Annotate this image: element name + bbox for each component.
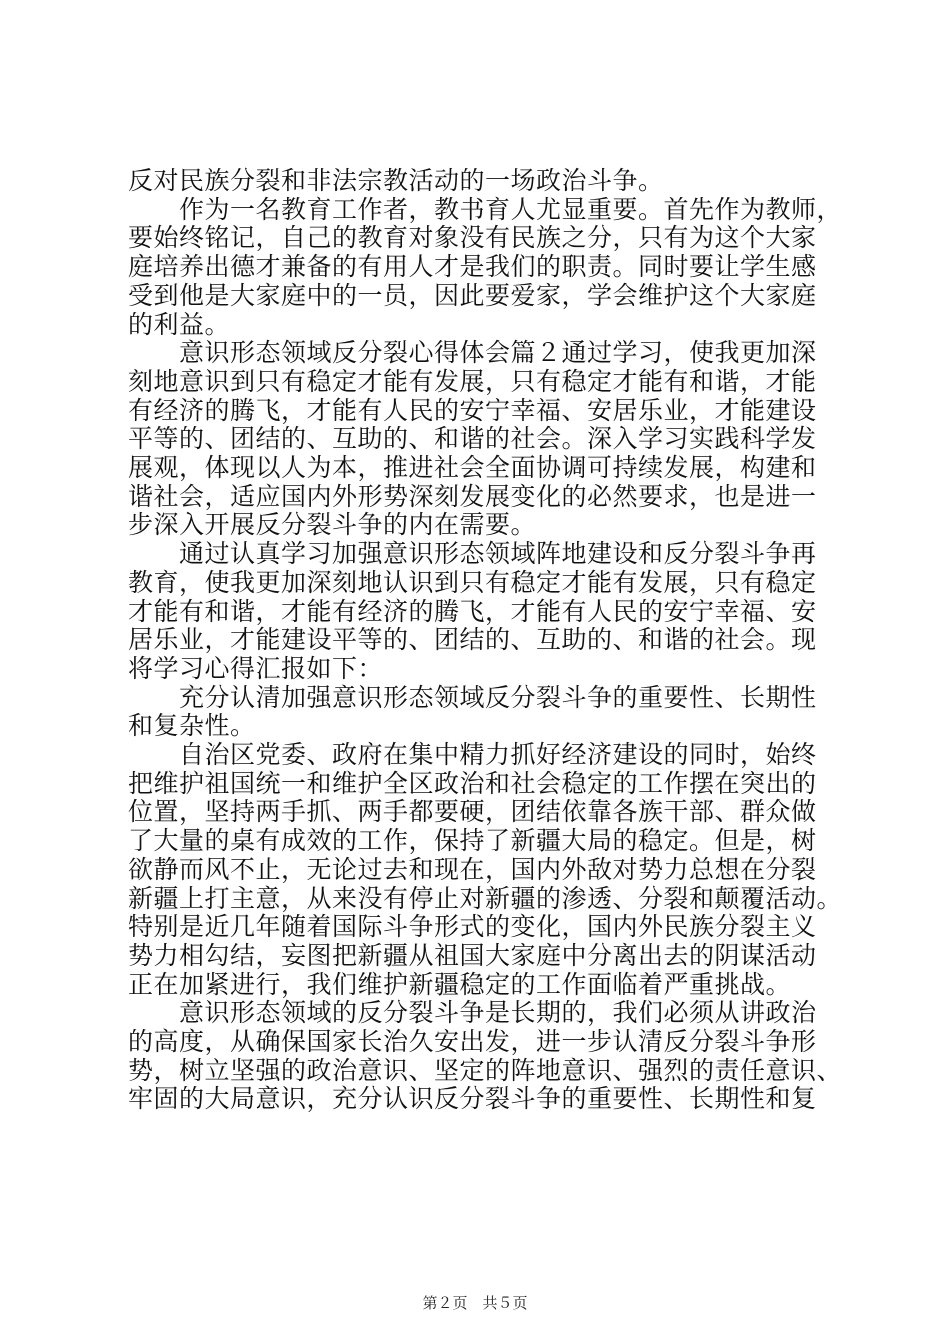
text-line: 反对民族分裂和非法宗教活动的一场政治斗争。: [128, 166, 664, 195]
text-line: 把维护祖国统一和维护全区政治和社会稳定的工作摆在突出的: [128, 768, 817, 798]
text-line: 教育，使我更加深刻地认识到只有稳定才能有发展，只有稳定: [128, 567, 817, 597]
text-line: 的高度，从确保国家长治久安出发，进一步认清反分裂斗争形: [128, 1027, 817, 1056]
text-line: 意识形态领域反分裂心得体会篇２通过学习，使我更加深: [128, 338, 817, 368]
text-line: 才能有和谐，才能有经济的腾飞，才能有人民的安宁幸福、安: [128, 596, 817, 626]
text-line: 谐社会，适应国内外形势深刻发展变化的必然要求，也是进一: [128, 481, 817, 511]
page-footer: 第２页 共５页: [422, 1294, 528, 1312]
text-line: 将学习心得汇报如下：: [128, 653, 384, 683]
text-line: 意识形态领域的反分裂斗争是长期的，我们必须从讲政治: [128, 998, 817, 1028]
text-line: 自治区党委、政府在集中精力抓好经济建设的同时，始终: [128, 740, 817, 769]
text-line: 牢固的大局意识，充分认识反分裂斗争的重要性、长期性和复: [128, 1084, 817, 1114]
text-line: 正在加紧进行，我们维护新疆稳定的工作面临着严重挑战。: [128, 969, 792, 999]
text-line: 充分认清加强意识形态领域反分裂斗争的重要性、长期性: [128, 682, 817, 712]
text-line: 受到他是大家庭中的一员，因此要爱家，学会维护这个大家庭: [128, 280, 817, 310]
text-line: 的利益。: [128, 309, 231, 339]
text-line: 了大量的桌有成效的工作，保持了新疆大局的稳定。但是，树: [128, 826, 817, 856]
text-line: 新疆上打主意，从来没有停止对新疆的渗透、分裂和颠覆活动。: [128, 883, 843, 913]
text-line: 和复杂性。: [128, 711, 256, 741]
text-line: 势，树立坚强的政治意识、坚定的阵地意识、强烈的责任意识、: [128, 1055, 843, 1085]
text-line: 作为一名教育工作者，教书育人尤显重要。首先作为教师，: [128, 194, 843, 224]
text-line: 居乐业，才能建设平等的、团结的、互助的、和谐的社会。现: [128, 625, 817, 655]
text-line: 刻地意识到只有稳定才能有发展，只有稳定才能有和谐，才能: [128, 366, 817, 396]
text-line: 要始终铭记，自己的教育对象没有民族之分，只有为这个大家: [128, 223, 817, 253]
text-line: 步深入开展反分裂斗争的内在需要。: [128, 510, 537, 540]
text-line: 欲静而风不止，无论过去和现在，国内外敌对势力总想在分裂: [128, 854, 817, 884]
text-line: 通过认真学习加强意识形态领域阵地建设和反分裂斗争再: [128, 539, 817, 569]
text-line: 平等的、团结的、互助的、和谐的社会。深入学习实践科学发: [128, 424, 817, 454]
text-line: 庭培养出德才兼备的有用人才是我们的职责。同时要让学生感: [128, 252, 817, 282]
text-line: 特别是近几年随着国际斗争形式的变化，国内外民族分裂主义: [128, 912, 817, 942]
text-line: 位置，坚持两手抓、两手都要硬，团结依靠各族干部、群众做: [128, 797, 817, 827]
text-line: 展观，体现以人为本，推进社会全面协调可持续发展，构建和: [128, 453, 817, 482]
text-line: 有经济的腾飞，才能有人民的安宁幸福、安居乐业，才能建设: [128, 395, 817, 425]
text-line: 势力相勾结，妄图把新疆从祖国大家庭中分离出去的阴谋活动: [128, 940, 817, 970]
